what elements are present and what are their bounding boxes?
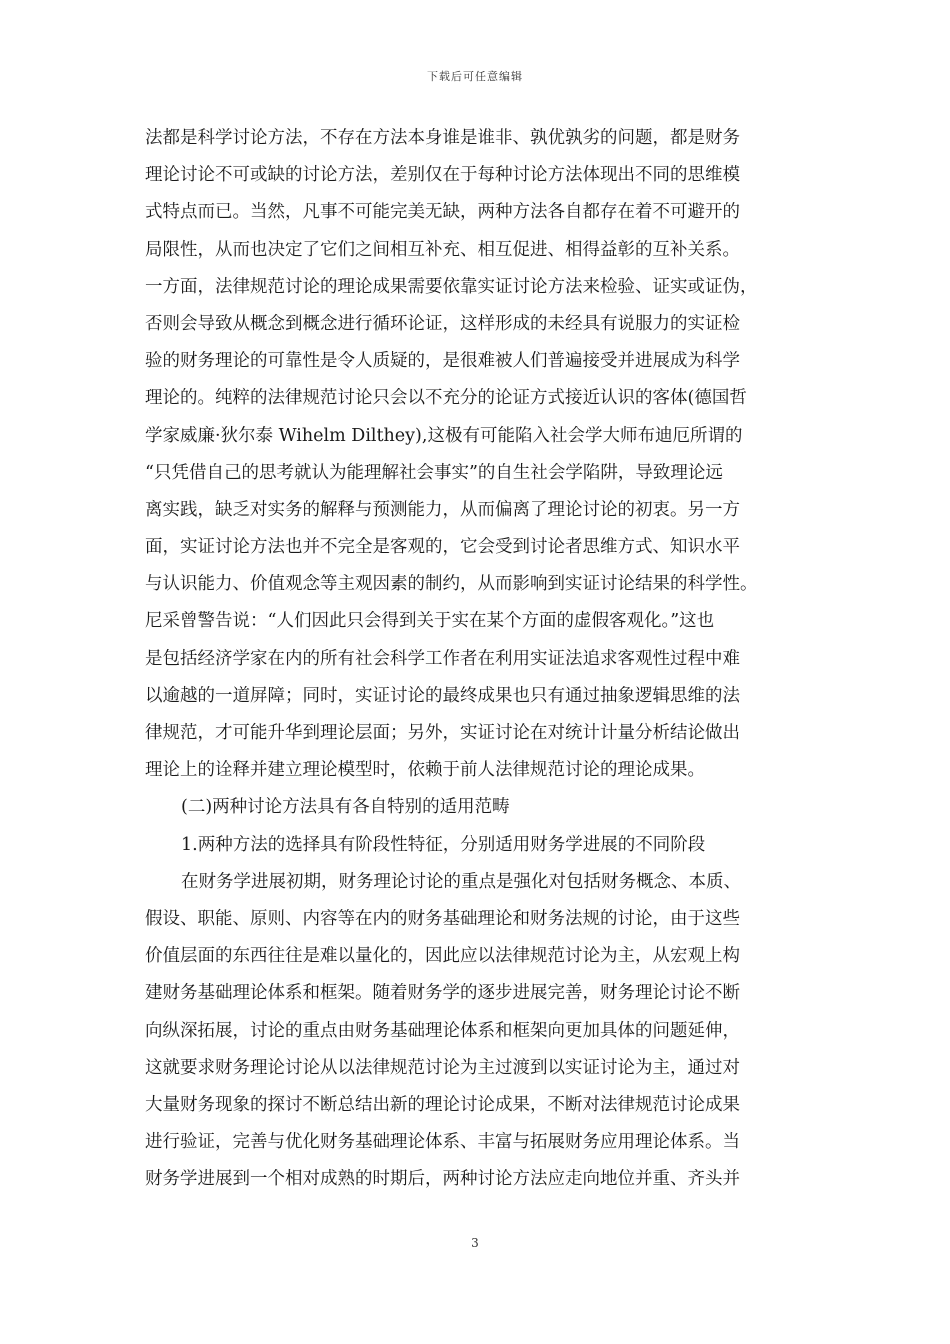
text-line: 尼采曾警告说：“人们因此只会得到关于实在某个方面的虚假客观化。”这也 xyxy=(145,611,715,632)
text-line: 一方面，法律规范讨论的理论成果需要依靠实证讨论方法来检验、证实或证伪， xyxy=(145,276,758,297)
document-body xyxy=(145,120,817,1198)
text-line: 理论讨论不可或缺的讨论方法，差别仅在于每种讨论方法体现出不同的思维模 xyxy=(145,165,740,186)
text-line: 与认识能力、价值观念等主观因素的制约，从而影响到实证讨论结果的科学性。 xyxy=(145,574,758,595)
text-line: “只凭借自己的思考就认为能理解社会事实”的自生社会学陷阱，导致理论远 xyxy=(145,462,723,483)
text-line: 以逾越的一道屏障；同时，实证讨论的最终成果也只有通过抽象逻辑思维的法 xyxy=(145,685,740,706)
text-line: 法都是科学讨论方法，不存在方法本身谁是谁非、孰优孰劣的问题，都是财务 xyxy=(145,128,740,148)
text-line: 财务学进展到一个相对成熟的时期后，两种讨论方法应走向地位并重、齐头并 xyxy=(145,1169,740,1190)
text-line: 否则会导致从概念到概念进行循环论证，这样形成的未经具有说服力的实证检 xyxy=(145,313,740,334)
subsection-heading: 1.两种方法的选择具有阶段性特征，分别适用财务学进展的不同阶段 xyxy=(181,834,706,855)
section-heading: (二)两种讨论方法具有各自特别的适用范畴 xyxy=(181,797,510,818)
page-number: 3 xyxy=(471,1236,479,1250)
text-line: 学家威廉·狄尔泰 Wihelm Dilthey),这极有可能陷入社会学大师布迪厄所谓的 xyxy=(145,425,743,446)
text-line: 这就要求财务理论讨论从以法律规范讨论为主过渡到以实证讨论为主，通过对 xyxy=(145,1057,740,1078)
text-line: 面，实证讨论方法也并不完全是客观的，它会受到讨论者思维方式、知识水平 xyxy=(145,537,740,558)
text-line: 假设、职能、原则、内容等在内的财务基础理论和财务法规的讨论，由于这些 xyxy=(145,908,740,929)
text-line: 进行验证，完善与优化财务基础理论体系、丰富与拓展财务应用理论体系。当 xyxy=(145,1132,740,1153)
text-line: 建财务基础理论体系和框架。随着财务学的逐步进展完善，财务理论讨论不断 xyxy=(145,983,740,1004)
text-line: 理论上的诠释并建立理论模型时，依赖于前人法律规范讨论的理论成果。 xyxy=(145,760,705,781)
page-header: 下载后可任意编辑 xyxy=(427,70,523,83)
text-line: 验的财务理论的可靠性是令人质疑的，是很难被人们普遍接受并进展成为科学 xyxy=(145,351,740,372)
text-line: 向纵深拓展，讨论的重点由财务基础理论体系和框架向更加具体的问题延伸， xyxy=(145,1020,740,1041)
text-line: 式特点而已。当然，凡事不可能完美无缺，两种方法各自都存在着不可避开的 xyxy=(145,202,740,223)
text-line: 律规范，才可能升华到理论层面；另外，实证讨论在对统计计量分析结论做出 xyxy=(145,723,740,743)
paragraph-first-line: 在财务学进展初期，财务理论讨论的重点是强化对包括财务概念、本质、 xyxy=(181,871,741,892)
text-line: 价值层面的东西往往是难以量化的，因此应以法律规范讨论为主，从宏观上构 xyxy=(145,946,740,967)
text-line: 大量财务现象的探讨不断总结出新的理论讨论成果，不断对法律规范讨论成果 xyxy=(145,1094,740,1115)
text-line: 离实践，缺乏对实务的解释与预测能力，从而偏离了理论讨论的初衷。另一方 xyxy=(145,499,740,520)
text-line: 理论的。纯粹的法律规范讨论只会以不充分的论证方式接近认识的客体(德国哲 xyxy=(145,388,747,409)
text-line: 局限性，从而也决定了它们之间相互补充、相互促进、相得益彰的互补关系。 xyxy=(145,239,740,260)
text-line: 是包括经济学家在内的所有社会科学工作者在利用实证法追求客观性过程中难 xyxy=(145,648,740,669)
